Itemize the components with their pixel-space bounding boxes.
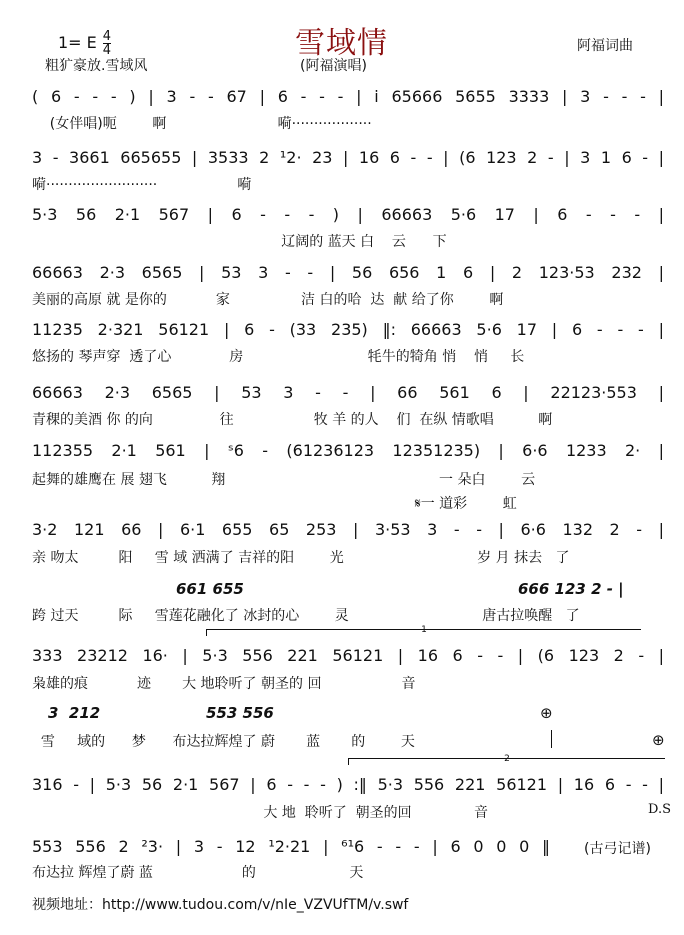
lyrics-row-4: 美丽的高原 就 是你的 家 洁 白的哈 达 献 给了你 啊 — [32, 292, 504, 308]
time-top: 4 — [102, 29, 112, 44]
notation-row-4: 66663 2·3 6565 | 53 3 - - | 56 656 1 6 | 2 123·53 232 | — [32, 263, 664, 282]
coda-icon-2: ⊕ — [652, 731, 665, 749]
lyrics-row-1: (女伴唱)呃 啊 嗬·················· — [32, 116, 372, 132]
notation-alt-11a: 3 212 — [48, 704, 101, 722]
notation-row-1: ( 6 - - - ) | 3 - - 67 | 6 - - - | i 65666 5655 3333 | 3 - - - | — [32, 87, 664, 106]
volta-2: 2 — [348, 758, 665, 765]
video-link[interactable]: 视频地址：http://www.tudou.com/v/nIe_VZVUfTM/v.swf — [32, 897, 409, 913]
lyrics-row-2: 嗬························· 嗬 — [32, 177, 252, 193]
notation-row-12: 316 - | 5·3 56 2·1 567 | 6 - - - ) :‖ 5·3 556 221 56121 | 16 6 - - | — [32, 775, 664, 794]
lyrics-row-5: 悠扬的 琴声穿 透了心 房 牦牛的犄角 悄 悄 长 — [32, 349, 525, 365]
time-signature — [103, 30, 111, 57]
notation-row-7: 112355 2·1 561 | ˢ6 - (61236123 12351235) | 6·6 1233 2· | — [32, 441, 664, 460]
key: 1= E — [58, 33, 97, 52]
volta-1: 1 — [206, 629, 641, 636]
lyrics-row-11: 雪 域的 梦 布达拉辉煌了 蔚 蓝 的 天 — [32, 734, 415, 750]
lyrics-row-6: 青稞的美酒 你 的向 往 牧 羊 的人 们 在纵 情歌唱 啊 — [32, 412, 553, 428]
lyrics-row-3: 辽阔的 蓝天 白 云 下 — [32, 234, 447, 250]
lyrics-row-10: 枭雄的痕 迹 大 地聆听了 朝圣的 回 音 — [32, 676, 416, 692]
lyrics-row-9: 跨 过天 际 雪莲花融化了 冰封的心 灵 唐古拉唤醒 了 — [32, 608, 580, 624]
coda-icon: ⊕ — [540, 704, 553, 722]
bar-line — [551, 730, 552, 748]
lyrics-row-7: 起舞的雄鹰在 展 翅飞 翔 一 朵白 云 — [32, 472, 536, 488]
time-bottom: 4 — [102, 43, 112, 58]
notation-row-8: 3·2 121 66 | 6·1 655 65 253 | 3·53 3 - - | 6·6 132 2 - | — [32, 520, 664, 539]
song-title: 雪域情 — [295, 26, 388, 61]
style-note: 粗犷豪放.雪域风 — [45, 58, 148, 74]
notation-row-3: 5·3 56 2·1 567 | 6 - - - ) | 66663 5·6 17 | 6 - - - | — [32, 205, 664, 224]
key-signature — [58, 30, 111, 57]
singer: (阿福演唱) — [300, 58, 367, 74]
lyrics-row-12: 大 地 聆听了 朝圣的回 音 — [32, 805, 488, 821]
credits: 阿福词曲 — [577, 38, 633, 54]
notation-alt-9b: 666 123 2 - | — [518, 580, 624, 598]
notation-credit: (古弓记谱) — [584, 841, 651, 857]
notation-row-2: 3 - 3661 665655 | 3533 2 ¹2· 23 | 16 6 - - | (6 123 2 - | 3 1 6 - | — [32, 148, 664, 167]
notation-row-10: 333 23212 16· | 5·3 556 221 56121 | 16 6 - - | (6 123 2 - | — [32, 646, 664, 665]
notation-alt-11b: 553 556 — [206, 704, 274, 722]
lyrics-row-7-alt: 𝄋一 道彩 虹 — [32, 496, 517, 512]
notation-row-5: 11235 2·321 56121 | 6 - (33 235) ‖: 66663 5·6 17 | 6 - - - | — [32, 320, 664, 339]
dal-segno: D.S — [648, 802, 671, 817]
notation-alt-9a: 661 655 — [176, 580, 244, 598]
notation-row-13: 553 556 2 ²3· | 3 - 12 ¹2·21 | ⁶¹6 - - - | 6 0 0 0 ‖ — [32, 837, 550, 856]
lyrics-row-8: 亲 吻太 阳 雪 域 洒满了 吉祥的阳 光 岁 月 抹去 了 — [32, 550, 570, 566]
lyrics-row-13: 布达拉 辉煌了蔚 蓝 的 天 — [32, 865, 364, 881]
notation-row-6: 66663 2·3 6565 | 53 3 - - | 66 561 6 | 22123·553 | — [32, 383, 664, 402]
